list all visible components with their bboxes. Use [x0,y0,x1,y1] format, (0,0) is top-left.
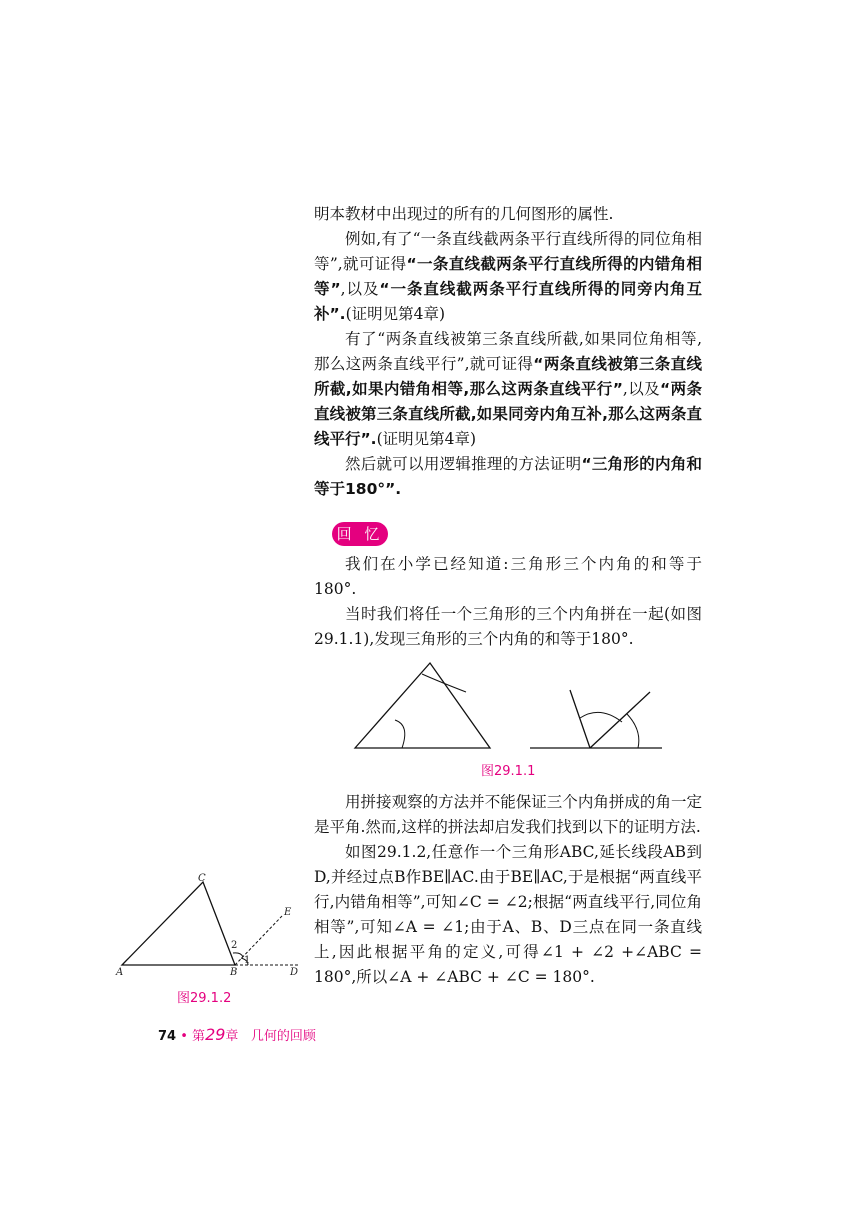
chapter-title: 几何的回顾 [250,1029,316,1044]
main-text [314,202,702,502]
label-d: D [290,967,299,978]
paragraph: 如图29.1.2,任意作一个三角形ABC,延长线段AB到D,并经过点B作BE∥AC.由于BE∥AC,于是根据“两直线平行,内错角相等”,可知∠C = ∠2;根据“两直线平行,同位角相等”,可知∠A = ∠1;由于A、B、D三点在同一条直线上,因此根据平角的定义,可得∠1 + ∠2 +∠ABC = 180°,所以∠A + ∠ABC + ∠C = 180°. [314,843,702,986]
paragraph: 用拼接观察的方法并不能保证三个内角拼成的角一定是平角.然而,这样的拼法却启发我们找到以下的证明方法. [314,793,702,836]
figure-29-1-1 [350,660,670,755]
label-angle-2: 2 [231,940,238,951]
figure-29-1-2 [110,868,310,983]
label-b: B [230,967,238,978]
recall-text [314,552,702,652]
page-footer: 74 • 第29章 几何的回顾 [158,1025,316,1044]
label-angle-1: 1 [244,955,251,966]
paragraph: 然后就可以用逻辑推理的方法证明“三角形的内角和等于180°”. [314,455,702,498]
paragraph: 有了“两条直线被第三条直线所截,如果同位角相等,那么这两条直线平行”,就可证得“两条直线被第三条直线所截,如果内错角相等,那么这两条直线平行”,以及“两条直线被第三条直线所截,如果同旁内角互补,那么这两条直线平行”.(证明见第4章) [314,330,702,448]
paragraph: 我们在小学已经知道:三角形三个内角的和等于180°. [314,555,702,598]
chapter-number: 29 [205,1025,226,1044]
page-number: 74 [158,1029,177,1044]
proof-text [314,790,702,990]
label-c: C [198,873,206,884]
recall-badge: 回 忆 [332,522,388,546]
figure-caption: 图29.1.1 [481,764,536,779]
figure-caption: 图29.1.2 [177,991,232,1006]
label-a: A [116,967,124,978]
label-e: E [284,907,292,918]
paragraph: 当时我们将任一个三角形的三个内角拼在一起(如图29.1.1),发现三角形的三个内角的和等于180°. [314,605,702,648]
paragraph: 明本教材中出现过的所有的几何图形的属性. [314,205,614,223]
paragraph: 例如,有了“一条直线截两条平行直线所得的同位角相等”,就可证得“一条直线截两条平行直线所得的内错角相等”,以及“一条直线截两条平行直线所得的同旁内角互补”.(证明见第4章) [314,230,702,323]
